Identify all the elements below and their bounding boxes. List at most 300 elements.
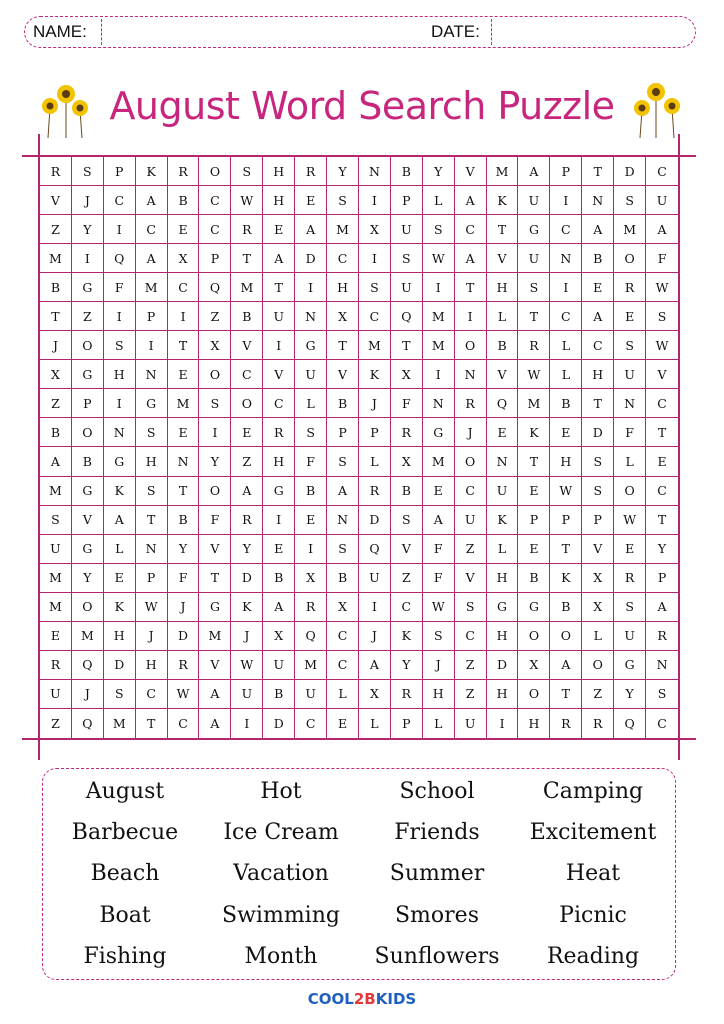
- grid-letter[interactable]: V: [487, 360, 519, 389]
- grid-letter[interactable]: K: [104, 593, 136, 622]
- grid-letter[interactable]: V: [455, 564, 487, 593]
- grid-letter[interactable]: K: [487, 506, 519, 535]
- grid-letter[interactable]: E: [40, 622, 72, 651]
- grid-letter[interactable]: A: [455, 244, 487, 273]
- grid-letter[interactable]: H: [487, 680, 519, 709]
- grid-letter[interactable]: T: [168, 331, 200, 360]
- grid-letter[interactable]: V: [199, 535, 231, 564]
- grid-letter[interactable]: B: [327, 564, 359, 593]
- grid-letter[interactable]: X: [391, 447, 423, 476]
- grid-letter[interactable]: A: [327, 477, 359, 506]
- grid-letter[interactable]: R: [518, 331, 550, 360]
- grid-letter[interactable]: B: [550, 389, 582, 418]
- grid-letter[interactable]: T: [646, 506, 678, 535]
- grid-letter[interactable]: G: [295, 331, 327, 360]
- grid-letter[interactable]: A: [423, 506, 455, 535]
- grid-letter[interactable]: B: [295, 477, 327, 506]
- grid-letter[interactable]: S: [199, 389, 231, 418]
- grid-letter[interactable]: C: [168, 709, 200, 738]
- grid-letter[interactable]: N: [295, 302, 327, 331]
- grid-letter[interactable]: H: [487, 564, 519, 593]
- grid-letter[interactable]: N: [550, 244, 582, 273]
- grid-letter[interactable]: E: [518, 477, 550, 506]
- grid-letter[interactable]: J: [136, 622, 168, 651]
- grid-letter[interactable]: E: [104, 564, 136, 593]
- grid-letter[interactable]: F: [104, 273, 136, 302]
- grid-letter[interactable]: O: [518, 680, 550, 709]
- grid-letter[interactable]: M: [327, 215, 359, 244]
- grid-letter[interactable]: R: [391, 418, 423, 447]
- grid-letter[interactable]: Z: [582, 680, 614, 709]
- grid-letter[interactable]: N: [582, 186, 614, 215]
- grid-letter[interactable]: G: [423, 418, 455, 447]
- grid-letter[interactable]: I: [104, 215, 136, 244]
- grid-letter[interactable]: E: [423, 477, 455, 506]
- grid-letter[interactable]: U: [614, 360, 646, 389]
- grid-letter[interactable]: L: [550, 360, 582, 389]
- grid-letter[interactable]: T: [231, 244, 263, 273]
- grid-letter[interactable]: B: [263, 564, 295, 593]
- grid-letter[interactable]: V: [231, 331, 263, 360]
- grid-letter[interactable]: W: [423, 244, 455, 273]
- grid-letter[interactable]: U: [518, 186, 550, 215]
- grid-letter[interactable]: N: [327, 506, 359, 535]
- grid-letter[interactable]: J: [359, 389, 391, 418]
- grid-letter[interactable]: Z: [231, 447, 263, 476]
- grid-letter[interactable]: R: [359, 477, 391, 506]
- grid-letter[interactable]: C: [550, 302, 582, 331]
- grid-letter[interactable]: R: [614, 564, 646, 593]
- grid-letter[interactable]: Z: [40, 215, 72, 244]
- grid-letter[interactable]: P: [359, 418, 391, 447]
- grid-letter[interactable]: F: [614, 418, 646, 447]
- grid-letter[interactable]: J: [423, 651, 455, 680]
- grid-letter[interactable]: H: [518, 709, 550, 738]
- grid-letter[interactable]: M: [359, 331, 391, 360]
- grid-letter[interactable]: N: [168, 447, 200, 476]
- grid-letter[interactable]: C: [646, 389, 678, 418]
- grid-letter[interactable]: X: [295, 564, 327, 593]
- grid-letter[interactable]: L: [327, 680, 359, 709]
- grid-letter[interactable]: N: [423, 389, 455, 418]
- grid-letter[interactable]: Y: [72, 215, 104, 244]
- grid-letter[interactable]: C: [327, 244, 359, 273]
- grid-letter[interactable]: V: [263, 360, 295, 389]
- grid-letter[interactable]: B: [327, 389, 359, 418]
- grid-letter[interactable]: F: [391, 389, 423, 418]
- grid-letter[interactable]: M: [518, 389, 550, 418]
- grid-letter[interactable]: H: [263, 447, 295, 476]
- grid-letter[interactable]: A: [582, 215, 614, 244]
- grid-letter[interactable]: C: [295, 709, 327, 738]
- grid-letter[interactable]: Q: [359, 535, 391, 564]
- grid-letter[interactable]: P: [72, 389, 104, 418]
- grid-letter[interactable]: M: [40, 477, 72, 506]
- grid-letter[interactable]: O: [582, 651, 614, 680]
- grid-letter[interactable]: G: [72, 273, 104, 302]
- grid-letter[interactable]: S: [104, 331, 136, 360]
- grid-letter[interactable]: L: [295, 389, 327, 418]
- grid-letter[interactable]: S: [231, 157, 263, 186]
- grid-letter[interactable]: F: [168, 564, 200, 593]
- grid-letter[interactable]: E: [646, 447, 678, 476]
- grid-letter[interactable]: K: [231, 593, 263, 622]
- grid-letter[interactable]: I: [199, 418, 231, 447]
- grid-letter[interactable]: N: [136, 535, 168, 564]
- grid-letter[interactable]: H: [104, 622, 136, 651]
- grid-letter[interactable]: X: [168, 244, 200, 273]
- grid-letter[interactable]: O: [199, 157, 231, 186]
- grid-letter[interactable]: U: [295, 680, 327, 709]
- grid-letter[interactable]: M: [231, 273, 263, 302]
- grid-letter[interactable]: X: [582, 593, 614, 622]
- grid-letter[interactable]: M: [614, 215, 646, 244]
- grid-letter[interactable]: E: [263, 535, 295, 564]
- grid-letter[interactable]: S: [104, 680, 136, 709]
- grid-letter[interactable]: S: [327, 447, 359, 476]
- grid-letter[interactable]: C: [104, 186, 136, 215]
- grid-letter[interactable]: A: [231, 477, 263, 506]
- grid-letter[interactable]: U: [40, 680, 72, 709]
- grid-letter[interactable]: V: [391, 535, 423, 564]
- grid-letter[interactable]: C: [455, 215, 487, 244]
- grid-letter[interactable]: T: [391, 331, 423, 360]
- grid-letter[interactable]: P: [391, 186, 423, 215]
- grid-letter[interactable]: C: [263, 389, 295, 418]
- grid-letter[interactable]: O: [199, 360, 231, 389]
- grid-letter[interactable]: V: [646, 360, 678, 389]
- grid-letter[interactable]: M: [40, 244, 72, 273]
- grid-letter[interactable]: B: [40, 273, 72, 302]
- grid-letter[interactable]: K: [518, 418, 550, 447]
- grid-letter[interactable]: A: [646, 593, 678, 622]
- grid-letter[interactable]: R: [550, 709, 582, 738]
- grid-letter[interactable]: C: [582, 331, 614, 360]
- grid-letter[interactable]: T: [263, 273, 295, 302]
- grid-letter[interactable]: I: [550, 273, 582, 302]
- grid-letter[interactable]: T: [518, 447, 550, 476]
- grid-letter[interactable]: T: [136, 709, 168, 738]
- grid-letter[interactable]: S: [614, 186, 646, 215]
- grid-letter[interactable]: S: [455, 593, 487, 622]
- grid-letter[interactable]: R: [646, 622, 678, 651]
- grid-letter[interactable]: B: [168, 506, 200, 535]
- grid-letter[interactable]: W: [231, 651, 263, 680]
- grid-letter[interactable]: J: [40, 331, 72, 360]
- grid-letter[interactable]: Z: [455, 651, 487, 680]
- grid-letter[interactable]: Z: [391, 564, 423, 593]
- grid-letter[interactable]: U: [487, 477, 519, 506]
- grid-letter[interactable]: C: [646, 157, 678, 186]
- grid-letter[interactable]: Z: [72, 302, 104, 331]
- grid-letter[interactable]: Q: [199, 273, 231, 302]
- grid-letter[interactable]: W: [423, 593, 455, 622]
- grid-letter[interactable]: Y: [72, 564, 104, 593]
- grid-letter[interactable]: W: [646, 273, 678, 302]
- grid-letter[interactable]: G: [199, 593, 231, 622]
- grid-letter[interactable]: O: [72, 418, 104, 447]
- grid-letter[interactable]: R: [582, 709, 614, 738]
- grid-letter[interactable]: D: [582, 418, 614, 447]
- grid-letter[interactable]: R: [455, 389, 487, 418]
- grid-letter[interactable]: U: [40, 535, 72, 564]
- grid-letter[interactable]: A: [359, 651, 391, 680]
- grid-letter[interactable]: G: [487, 593, 519, 622]
- grid-letter[interactable]: O: [72, 331, 104, 360]
- grid-letter[interactable]: M: [40, 593, 72, 622]
- grid-letter[interactable]: X: [327, 593, 359, 622]
- grid-letter[interactable]: R: [263, 418, 295, 447]
- grid-letter[interactable]: O: [231, 389, 263, 418]
- grid-letter[interactable]: E: [168, 360, 200, 389]
- grid-letter[interactable]: S: [359, 273, 391, 302]
- grid-letter[interactable]: G: [614, 651, 646, 680]
- grid-letter[interactable]: S: [72, 157, 104, 186]
- grid-letter[interactable]: I: [487, 709, 519, 738]
- grid-letter[interactable]: S: [423, 622, 455, 651]
- grid-letter[interactable]: K: [359, 360, 391, 389]
- grid-letter[interactable]: Z: [199, 302, 231, 331]
- grid-letter[interactable]: M: [423, 331, 455, 360]
- grid-letter[interactable]: R: [40, 651, 72, 680]
- grid-letter[interactable]: Q: [104, 244, 136, 273]
- grid-letter[interactable]: D: [231, 564, 263, 593]
- grid-letter[interactable]: P: [550, 506, 582, 535]
- grid-letter[interactable]: T: [487, 215, 519, 244]
- grid-letter[interactable]: D: [263, 709, 295, 738]
- grid-letter[interactable]: T: [199, 564, 231, 593]
- grid-letter[interactable]: X: [582, 564, 614, 593]
- grid-letter[interactable]: R: [168, 651, 200, 680]
- grid-letter[interactable]: J: [455, 418, 487, 447]
- grid-letter[interactable]: I: [295, 273, 327, 302]
- grid-letter[interactable]: T: [40, 302, 72, 331]
- grid-letter[interactable]: Y: [614, 680, 646, 709]
- grid-letter[interactable]: P: [391, 709, 423, 738]
- grid-letter[interactable]: L: [423, 709, 455, 738]
- grid-letter[interactable]: V: [327, 360, 359, 389]
- grid-letter[interactable]: Z: [40, 709, 72, 738]
- grid-letter[interactable]: B: [582, 244, 614, 273]
- grid-letter[interactable]: X: [359, 680, 391, 709]
- grid-letter[interactable]: G: [518, 593, 550, 622]
- grid-letter[interactable]: B: [231, 302, 263, 331]
- grid-letter[interactable]: E: [614, 535, 646, 564]
- grid-letter[interactable]: A: [550, 651, 582, 680]
- grid-letter[interactable]: K: [104, 477, 136, 506]
- grid-letter[interactable]: C: [657, 715, 667, 731]
- grid-letter[interactable]: E: [550, 418, 582, 447]
- grid-letter[interactable]: U: [614, 622, 646, 651]
- grid-letter[interactable]: F: [646, 244, 678, 273]
- grid-letter[interactable]: X: [518, 651, 550, 680]
- grid-letter[interactable]: C: [327, 651, 359, 680]
- grid-letter[interactable]: E: [168, 215, 200, 244]
- grid-letter[interactable]: S: [136, 418, 168, 447]
- grid-letter[interactable]: A: [455, 186, 487, 215]
- grid-letter[interactable]: K: [487, 186, 519, 215]
- grid-letter[interactable]: S: [327, 535, 359, 564]
- grid-letter[interactable]: D: [104, 651, 136, 680]
- grid-letter[interactable]: P: [136, 564, 168, 593]
- grid-letter[interactable]: G: [518, 215, 550, 244]
- grid-letter[interactable]: U: [518, 244, 550, 273]
- grid-letter[interactable]: V: [455, 157, 487, 186]
- grid-letter[interactable]: I: [295, 535, 327, 564]
- grid-letter[interactable]: P: [646, 564, 678, 593]
- grid-letter[interactable]: J: [359, 622, 391, 651]
- grid-letter[interactable]: S: [136, 477, 168, 506]
- grid-letter[interactable]: H: [582, 360, 614, 389]
- grid-letter[interactable]: A: [40, 447, 72, 476]
- grid-letter[interactable]: K: [550, 564, 582, 593]
- grid-letter[interactable]: S: [327, 186, 359, 215]
- grid-letter[interactable]: Z: [455, 680, 487, 709]
- grid-letter[interactable]: W: [550, 477, 582, 506]
- grid-letter[interactable]: Q: [391, 302, 423, 331]
- grid-letter[interactable]: B: [168, 186, 200, 215]
- grid-letter[interactable]: S: [295, 418, 327, 447]
- grid-letter[interactable]: Y: [423, 157, 455, 186]
- grid-letter[interactable]: C: [646, 477, 678, 506]
- grid-letter[interactable]: G: [72, 477, 104, 506]
- grid-letter[interactable]: M: [72, 622, 104, 651]
- grid-letter[interactable]: T: [327, 331, 359, 360]
- grid-letter[interactable]: F: [295, 447, 327, 476]
- grid-letter[interactable]: A: [263, 244, 295, 273]
- grid-letter[interactable]: C: [391, 593, 423, 622]
- grid-letter[interactable]: O: [614, 477, 646, 506]
- grid-letter[interactable]: I: [359, 186, 391, 215]
- grid-letter[interactable]: G: [104, 447, 136, 476]
- grid-letter[interactable]: S: [518, 273, 550, 302]
- grid-letter[interactable]: W: [231, 186, 263, 215]
- grid-letter[interactable]: H: [136, 651, 168, 680]
- grid-letter[interactable]: G: [72, 360, 104, 389]
- grid-letter[interactable]: E: [327, 709, 359, 738]
- grid-letter[interactable]: X: [391, 360, 423, 389]
- grid-letter[interactable]: L: [359, 447, 391, 476]
- grid-letter[interactable]: R: [40, 157, 72, 186]
- grid-letter[interactable]: T: [518, 302, 550, 331]
- grid-letter[interactable]: M: [104, 709, 136, 738]
- grid-letter[interactable]: N: [455, 360, 487, 389]
- grid-letter[interactable]: S: [40, 506, 72, 535]
- grid-letter[interactable]: Y: [327, 157, 359, 186]
- grid-letter[interactable]: W: [518, 360, 550, 389]
- grid-letter[interactable]: D: [614, 157, 646, 186]
- grid-letter[interactable]: A: [646, 215, 678, 244]
- grid-letter[interactable]: S: [391, 244, 423, 273]
- grid-letter[interactable]: H: [550, 447, 582, 476]
- grid-letter[interactable]: T: [136, 506, 168, 535]
- grid-letter[interactable]: C: [136, 215, 168, 244]
- grid-letter[interactable]: M: [199, 622, 231, 651]
- grid-letter[interactable]: D: [295, 244, 327, 273]
- grid-letter[interactable]: I: [423, 360, 455, 389]
- grid-letter[interactable]: O: [455, 331, 487, 360]
- grid-letter[interactable]: P: [550, 157, 582, 186]
- grid-letter[interactable]: Y: [168, 535, 200, 564]
- grid-letter[interactable]: R: [614, 273, 646, 302]
- grid-letter[interactable]: A: [136, 186, 168, 215]
- grid-letter[interactable]: L: [582, 622, 614, 651]
- grid-letter[interactable]: N: [136, 360, 168, 389]
- grid-letter[interactable]: W: [168, 680, 200, 709]
- grid-letter[interactable]: K: [136, 157, 168, 186]
- grid-letter[interactable]: Y: [231, 535, 263, 564]
- grid-letter[interactable]: R: [295, 593, 327, 622]
- grid-letter[interactable]: S: [614, 331, 646, 360]
- grid-letter[interactable]: P: [104, 157, 136, 186]
- grid-letter[interactable]: T: [582, 389, 614, 418]
- grid-letter[interactable]: M: [487, 157, 519, 186]
- grid-letter[interactable]: C: [327, 622, 359, 651]
- grid-letter[interactable]: N: [646, 651, 678, 680]
- grid-letter[interactable]: H: [423, 680, 455, 709]
- grid-letter[interactable]: M: [168, 389, 200, 418]
- grid-letter[interactable]: W: [646, 331, 678, 360]
- grid-letter[interactable]: U: [391, 273, 423, 302]
- grid-letter[interactable]: H: [104, 360, 136, 389]
- grid-letter[interactable]: V: [72, 506, 104, 535]
- grid-letter[interactable]: Q: [487, 389, 519, 418]
- grid-letter[interactable]: A: [263, 593, 295, 622]
- grid-letter[interactable]: D: [487, 651, 519, 680]
- grid-letter[interactable]: M: [40, 564, 72, 593]
- grid-letter[interactable]: I: [455, 302, 487, 331]
- grid-letter[interactable]: I: [231, 709, 263, 738]
- grid-letter[interactable]: B: [263, 680, 295, 709]
- grid-letter[interactable]: B: [391, 157, 423, 186]
- grid-letter[interactable]: L: [614, 447, 646, 476]
- grid-letter[interactable]: M: [423, 302, 455, 331]
- grid-letter[interactable]: F: [423, 535, 455, 564]
- grid-letter[interactable]: P: [518, 506, 550, 535]
- grid-letter[interactable]: E: [487, 418, 519, 447]
- grid-letter[interactable]: D: [168, 622, 200, 651]
- grid-letter[interactable]: Z: [40, 389, 72, 418]
- grid-letter[interactable]: I: [359, 593, 391, 622]
- grid-letter[interactable]: J: [72, 680, 104, 709]
- grid-letter[interactable]: S: [614, 593, 646, 622]
- grid-letter[interactable]: U: [359, 564, 391, 593]
- grid-letter[interactable]: J: [231, 622, 263, 651]
- grid-letter[interactable]: S: [391, 506, 423, 535]
- grid-letter[interactable]: D: [359, 506, 391, 535]
- grid-letter[interactable]: E: [518, 535, 550, 564]
- grid-letter[interactable]: Q: [614, 709, 646, 738]
- grid-letter[interactable]: C: [455, 477, 487, 506]
- grid-letter[interactable]: C: [550, 215, 582, 244]
- grid-letter[interactable]: R: [168, 157, 200, 186]
- grid-letter[interactable]: A: [582, 302, 614, 331]
- grid-letter[interactable]: V: [40, 186, 72, 215]
- grid-letter[interactable]: C: [455, 622, 487, 651]
- grid-letter[interactable]: O: [72, 593, 104, 622]
- grid-letter[interactable]: I: [104, 302, 136, 331]
- grid-letter[interactable]: I: [168, 302, 200, 331]
- grid-letter[interactable]: X: [327, 302, 359, 331]
- grid-letter[interactable]: K: [391, 622, 423, 651]
- grid-letter[interactable]: A: [199, 709, 231, 738]
- grid-letter[interactable]: S: [646, 302, 678, 331]
- grid-letter[interactable]: P: [199, 244, 231, 273]
- grid-letter[interactable]: I: [136, 331, 168, 360]
- grid-letter[interactable]: G: [136, 389, 168, 418]
- grid-letter[interactable]: N: [359, 157, 391, 186]
- grid-letter[interactable]: T: [168, 477, 200, 506]
